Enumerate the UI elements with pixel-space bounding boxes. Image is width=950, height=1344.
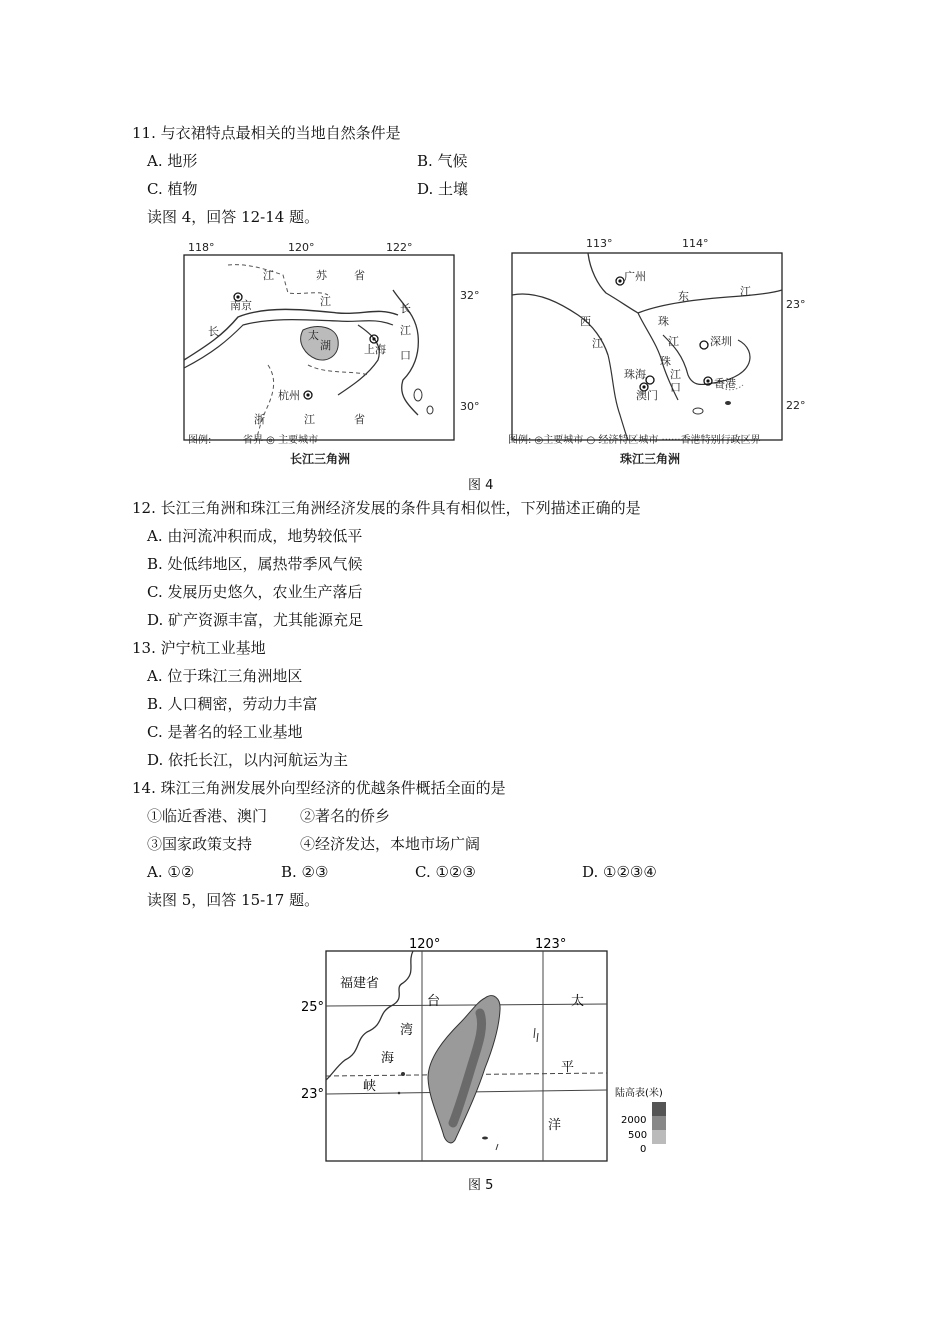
prd-lon-113: 113°	[586, 237, 613, 250]
q14-item-3: ③国家政策支持	[147, 835, 253, 853]
yrd-label-kou: 口	[400, 349, 411, 362]
fig5-label-yang: 洋	[548, 1118, 562, 1133]
yrd-label-sheng: 省	[354, 269, 365, 282]
yrd-label-jiang: 江	[263, 269, 274, 282]
q12-stem: 12. 长江三角洲和珠江三角洲经济发展的条件具有相似性，下列描述正确的是	[132, 499, 641, 517]
yrd-lat-32: 32°	[460, 289, 480, 302]
fig5-legend-500: 500	[628, 1130, 648, 1141]
q11-option-a: A. 地形	[147, 152, 198, 170]
yrd-lat-30: 30°	[460, 400, 480, 413]
q14-stem: 14. 珠江三角洲发展外向型经济的优越条件概括全面的是	[132, 779, 506, 797]
q12-option-a: A. 由河流冲积而成，地势较低平	[147, 527, 363, 545]
q12-option-d: D. 矿产资源丰富，尤其能源充足	[147, 611, 364, 629]
fig5-lon-123: 123°	[535, 937, 567, 952]
fig5-label-fujian: 福建省	[340, 976, 380, 991]
yrd-label-jiang4: 江	[304, 413, 315, 426]
fig5-lat-25: 25°	[301, 1000, 325, 1015]
read-figure4-instruction: 读图 4，回答 12-14 题。	[147, 208, 320, 226]
q11-option-d: D. 土壤	[417, 180, 469, 198]
figure-5-caption: 图 5	[468, 1178, 494, 1193]
prd-label-aomen: 澳门	[636, 389, 658, 402]
yrd-legend: 图例: ------- 省界 ◎ 主要城市	[188, 435, 319, 446]
yrd-label-chang: 长	[208, 325, 219, 338]
yrd-label-jiang3: 江	[400, 324, 411, 337]
figure-4	[168, 235, 818, 475]
prd-label-shenzhen: 深圳	[710, 335, 732, 348]
yrd-label-sheng2: 省	[354, 413, 365, 426]
yrd-label-nanjing: 南京	[230, 299, 252, 312]
read-figure5-instruction: 读图 5，回答 15-17 题。	[147, 891, 320, 909]
q14-option-b: B. ②③	[281, 863, 329, 881]
fig5-legend-title: 陆高表(米)	[615, 1088, 663, 1099]
fig5-label-wan: 湾	[400, 1023, 414, 1038]
prd-label-kou: 口	[670, 381, 681, 394]
yrd-label-zhe: 浙	[254, 413, 265, 426]
yrd-label-chang2: 长	[400, 302, 411, 315]
q13-option-c: C. 是著名的轻工业基地	[147, 723, 303, 741]
fig5-legend-2000: 2000	[621, 1115, 647, 1126]
yrd-label-hu: 湖	[320, 339, 331, 352]
q13-option-a: A. 位于珠江三角洲地区	[147, 667, 303, 685]
figure-4-caption: 图 4	[468, 478, 494, 493]
yrd-title: 长江三角洲	[290, 452, 351, 466]
prd-label-jiang4: 江	[670, 368, 681, 381]
q14-item-4: ④经济发达，本地市场广阔	[300, 835, 481, 853]
prd-title: 珠江三角洲	[620, 452, 681, 466]
figure-5	[295, 928, 685, 1168]
yrd-lon-118: 118°	[188, 241, 215, 254]
q13-option-b: B. 人口稠密，劳动力丰富	[147, 695, 318, 713]
prd-label-jiang: 江	[740, 285, 751, 298]
yrd-lon-120: 120°	[288, 241, 315, 254]
q13-stem: 13. 沪宁杭工业基地	[132, 639, 266, 657]
yrd-label-tai: 太	[308, 329, 319, 342]
prd-label-jiang3: 江	[668, 335, 679, 348]
prd-legend: 图例: ◎主要城市 ○ 经济特区城市 ······香港特别行政区界	[508, 435, 761, 446]
q11-option-c: C. 植物	[147, 180, 198, 198]
yrd-label-hangzhou: 杭州	[278, 389, 300, 402]
q14-option-d: D. ①②③④	[582, 863, 657, 881]
prd-label-zhuhai: 珠海	[624, 368, 646, 381]
q14-item-1: ①临近香港、澳门	[147, 807, 268, 825]
yrd-label-su: 苏	[316, 269, 327, 282]
fig5-legend-0: 0	[640, 1144, 647, 1155]
prd-label-zhu: 珠	[658, 315, 669, 328]
yrd-lon-122: 122°	[386, 241, 413, 254]
q11-option-b: B. 气候	[417, 152, 468, 170]
q13-option-d: D. 依托长江，以内河航运为主	[147, 751, 349, 769]
prd-label-guangzhou: 广州	[624, 270, 646, 283]
fig5-label-xia: 峡	[363, 1079, 377, 1094]
q12-option-c: C. 发展历史悠久，农业生产落后	[147, 583, 363, 601]
fig5-label-hai: 海	[381, 1051, 395, 1066]
prd-lat-23: 23°	[786, 298, 806, 311]
yangtze-delta-map	[184, 241, 480, 466]
prd-label-zhu2: 珠	[660, 355, 671, 368]
prd-label-jiang2: 江	[592, 337, 603, 350]
fig5-label-ping: 平	[561, 1060, 575, 1075]
q11-stem: 11. 与衣裙特点最相关的当地自然条件是	[132, 124, 401, 142]
q14-option-c: C. ①②③	[415, 863, 476, 881]
q14-item-2: ②著名的侨乡	[300, 807, 391, 825]
fig5-lon-120: 120°	[409, 937, 441, 952]
prd-label-xianggang: 香港	[714, 377, 736, 390]
q14-option-a: A. ①②	[147, 863, 195, 881]
fig5-lat-23: 23°	[301, 1087, 325, 1102]
pearl-delta-map	[508, 237, 806, 466]
yrd-label-shanghai: 上海	[364, 343, 386, 356]
prd-lat-22: 22°	[786, 399, 806, 412]
yrd-label-jiang2: 江	[320, 295, 331, 308]
prd-label-dong: 东	[678, 290, 689, 303]
fig5-label-tai: 台	[427, 994, 441, 1009]
fig5-label-tai2: 太	[571, 994, 585, 1009]
q12-option-b: B. 处低纬地区，属热带季风气候	[147, 555, 363, 573]
prd-lon-114: 114°	[682, 237, 709, 250]
prd-label-xi: 西	[580, 315, 591, 328]
